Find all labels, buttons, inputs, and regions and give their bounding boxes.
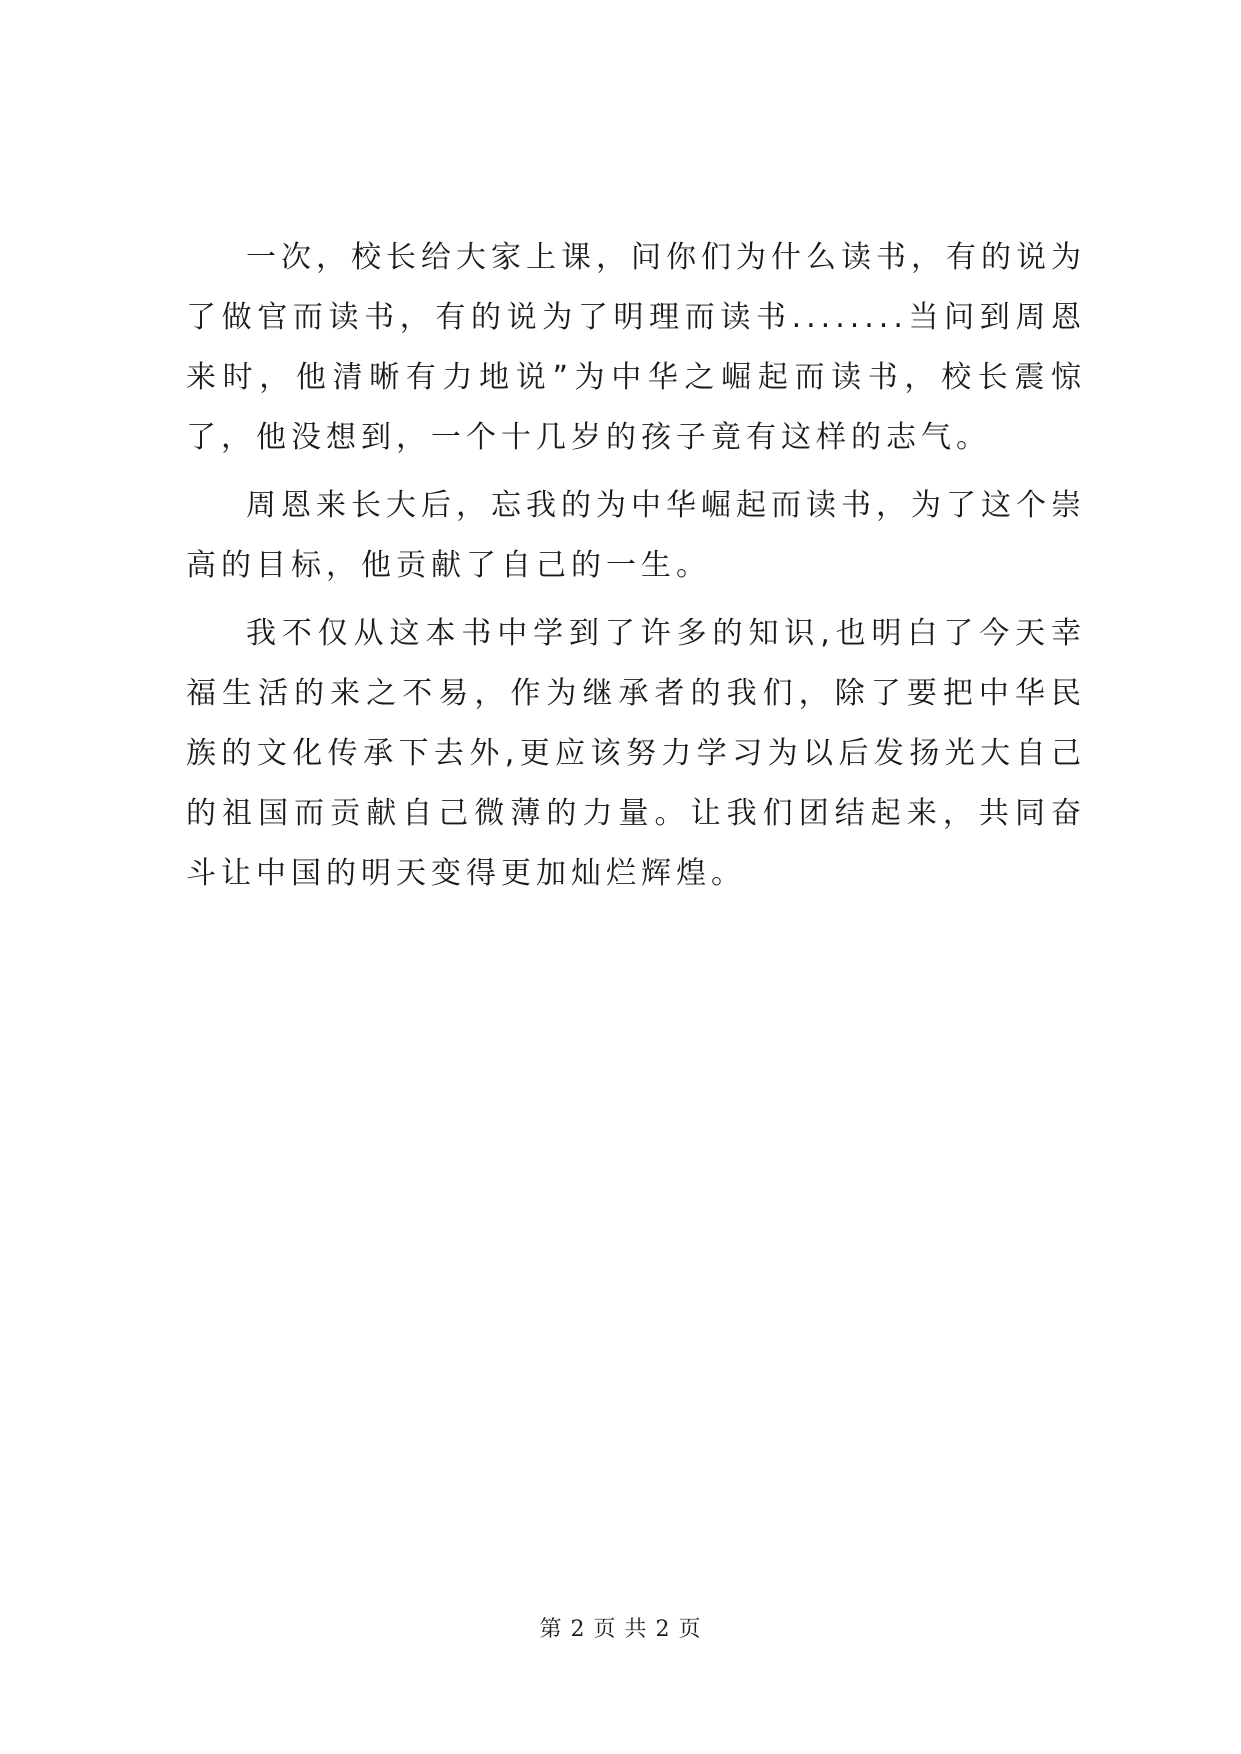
- document-body: [186, 228, 1086, 912]
- page-number-footer: 第 2 页 共 2 页: [539, 1617, 702, 1642]
- paragraph-1: 一次，校长给大家上课，问你们为什么读书，有的说为了做官而读书，有的说为了明理而读书........当问到周恩来时，他清晰有力地说”为中华之崛起而读书，校长震惊了，他没想到，一个十几岁的孩子竟有这样的志气。: [186, 240, 1086, 455]
- paragraph-2: 周恩来长大后，忘我的为中华崛起而读书，为了这个崇高的目标，他贡献了自己的一生。: [186, 488, 1086, 583]
- paragraph-3: 我不仅从这本书中学到了许多的知识,也明白了今天幸福生活的来之不易，作为继承者的我们，除了要把中华民族的文化传承下去外,更应该努力学习为以后发扬光大自己的祖国而贡献自己微薄的力量。让我们团结起来，共同奋斗让中国的明天变得更加灿烂辉煌。: [186, 616, 1086, 891]
